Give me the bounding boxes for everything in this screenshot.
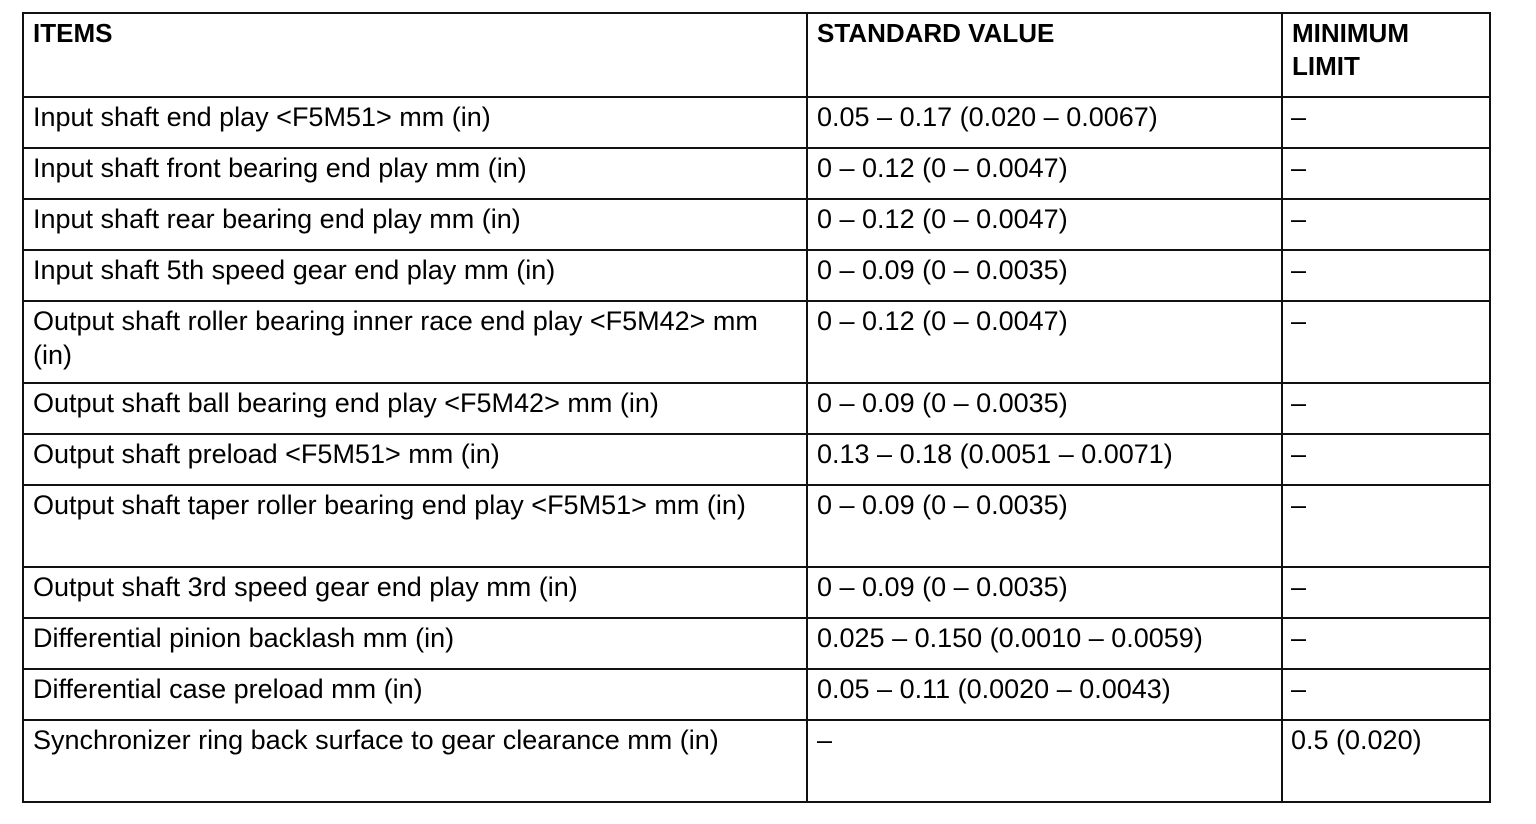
item-cell: Output shaft ball bearing end play <F5M42> mm (in) <box>23 383 807 434</box>
header-standard-value: STANDARD VALUE <box>807 13 1282 97</box>
item-cell: Output shaft roller bearing inner race end play <F5M42> mm (in) <box>23 301 807 383</box>
item-cell: Input shaft rear bearing end play mm (in) <box>23 199 807 250</box>
minimum-limit-cell: – <box>1282 485 1490 567</box>
item-cell: Output shaft preload <F5M51> mm (in) <box>23 434 807 485</box>
item-cell: Input shaft 5th speed gear end play mm (in) <box>23 250 807 301</box>
minimum-limit-cell: 0.5 (0.020) <box>1282 720 1490 802</box>
minimum-limit-cell: – <box>1282 97 1490 148</box>
table-row <box>23 434 1490 485</box>
table-row <box>23 97 1490 148</box>
standard-value-cell: 0 – 0.09 (0 – 0.0035) <box>807 250 1282 301</box>
item-cell: Input shaft end play <F5M51> mm (in) <box>23 97 807 148</box>
minimum-limit-cell: – <box>1282 301 1490 383</box>
minimum-limit-cell: – <box>1282 250 1490 301</box>
table-row <box>23 720 1490 802</box>
standard-value-cell: 0 – 0.09 (0 – 0.0035) <box>807 383 1282 434</box>
minimum-limit-cell: – <box>1282 434 1490 485</box>
standard-value-cell: 0 – 0.09 (0 – 0.0035) <box>807 485 1282 567</box>
standard-value-cell: 0.025 – 0.150 (0.0010 – 0.0059) <box>807 618 1282 669</box>
item-cell: Output shaft taper roller bearing end play <F5M51> mm (in) <box>23 485 807 567</box>
table-row <box>23 148 1490 199</box>
table-row <box>23 301 1490 383</box>
standard-value-cell: 0 – 0.09 (0 – 0.0035) <box>807 567 1282 618</box>
standard-value-cell: 0.05 – 0.11 (0.0020 – 0.0043) <box>807 669 1282 720</box>
item-cell: Output shaft 3rd speed gear end play mm (in) <box>23 567 807 618</box>
standard-value-cell: 0 – 0.12 (0 – 0.0047) <box>807 148 1282 199</box>
table-row <box>23 383 1490 434</box>
standard-value-cell: 0 – 0.12 (0 – 0.0047) <box>807 199 1282 250</box>
minimum-limit-cell: – <box>1282 669 1490 720</box>
minimum-limit-cell: – <box>1282 383 1490 434</box>
header-minimum-limit: MINIMUM LIMIT <box>1282 13 1490 97</box>
table-row <box>23 669 1490 720</box>
table-row <box>23 199 1490 250</box>
standard-value-cell: 0 – 0.12 (0 – 0.0047) <box>807 301 1282 383</box>
specification-table <box>22 12 1491 803</box>
item-cell: Differential case preload mm (in) <box>23 669 807 720</box>
table-row <box>23 250 1490 301</box>
standard-value-cell: 0.13 – 0.18 (0.0051 – 0.0071) <box>807 434 1282 485</box>
item-cell: Input shaft front bearing end play mm (in) <box>23 148 807 199</box>
table-row <box>23 485 1490 567</box>
minimum-limit-cell: – <box>1282 567 1490 618</box>
minimum-limit-cell: – <box>1282 148 1490 199</box>
table-row <box>23 567 1490 618</box>
standard-value-cell: – <box>807 720 1282 802</box>
standard-value-cell: 0.05 – 0.17 (0.020 – 0.0067) <box>807 97 1282 148</box>
item-cell: Differential pinion backlash mm (in) <box>23 618 807 669</box>
minimum-limit-cell: – <box>1282 618 1490 669</box>
header-items: ITEMS <box>23 13 807 97</box>
table-row <box>23 618 1490 669</box>
item-cell: Synchronizer ring back surface to gear clearance mm (in) <box>23 720 807 802</box>
minimum-limit-cell: – <box>1282 199 1490 250</box>
header-row <box>23 13 1490 97</box>
